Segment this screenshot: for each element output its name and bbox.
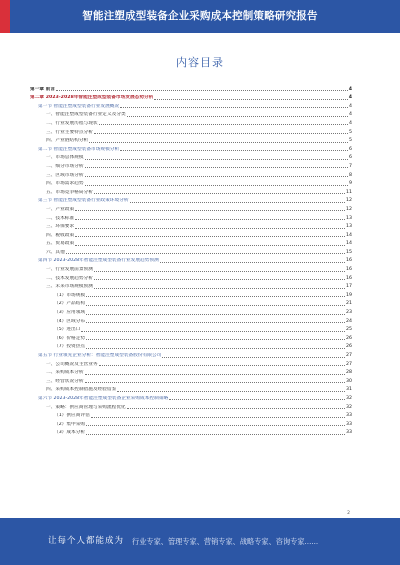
toc-entry[interactable] (30, 239, 352, 248)
toc-entry-page: 13 (346, 215, 352, 221)
toc-entry-page: 7 (349, 163, 352, 169)
toc-entry[interactable] (30, 342, 352, 351)
toc-leader-dots (86, 295, 345, 297)
toc-entry[interactable] (30, 118, 352, 127)
toc-entry-title: 四、产业链结构分析 (46, 138, 89, 144)
report-header (0, 0, 400, 33)
toc-entry-title: 第三节 智能注塑成型装备行业政策环境分析 (38, 198, 129, 204)
toc-entry-page: 17 (346, 284, 352, 290)
report-title: 智能注塑成型装备企业采购成本控制策略研究报告 (82, 10, 318, 22)
toc-entry-title: （3）成本分析 (54, 430, 86, 436)
toc-leader-dots (75, 218, 345, 220)
toc-leader-dots (169, 398, 345, 400)
toc-entry-title: 二、技术标准 (46, 215, 75, 221)
toc-leader-dots (85, 166, 349, 168)
toc-entry-title: 五、贸易政策 (46, 241, 75, 247)
toc-leader-dots (130, 201, 345, 203)
toc-entry-title: 第四节 2023-2028年智能注塑成型装备行业发展趋势预测 (38, 258, 159, 264)
toc-leader-dots (85, 373, 346, 375)
toc-leader-dots (81, 330, 345, 332)
toc-entry-title: 一、行业发展前景预测 (46, 267, 93, 273)
toc-leader-dots (86, 304, 345, 306)
toc-entry-title: 一、智能注塑成型装备行业定义及分类 (46, 112, 126, 118)
toc-entry[interactable] (30, 222, 352, 231)
toc-entry-page: 13 (346, 224, 352, 230)
toc-entry[interactable] (30, 333, 352, 342)
toc-entry[interactable] (30, 273, 352, 282)
toc-leader-dots (162, 356, 345, 358)
toc-entry[interactable] (30, 402, 352, 411)
toc-entry[interactable] (30, 325, 352, 334)
toc-entry-page: 14 (346, 232, 352, 238)
toc-entry[interactable] (30, 411, 352, 420)
toc-entry[interactable] (30, 316, 352, 325)
toc-leader-dots (99, 364, 345, 366)
toc-entry[interactable] (30, 428, 352, 437)
toc-entry-title: （5）进出口 (54, 327, 81, 333)
toc-entry[interactable] (30, 376, 352, 385)
toc-entry-title: 第五节 行业领先企业分析：智能注塑成型装备股份有限公司 (38, 353, 162, 358)
toc-entry-page: 12 (346, 206, 352, 212)
toc-entry-page: 33 (346, 421, 352, 427)
toc-leader-dots (86, 338, 345, 340)
toc-entry-title: （4）区域分布 (54, 318, 86, 324)
toc-entry-page: 27 (346, 353, 352, 358)
toc-entry-title: 一、市场总体规模 (46, 155, 84, 161)
toc-entry-title: 一、产业政策 (46, 206, 75, 212)
toc-entry-title: 四、市场需求趋势 (46, 181, 84, 187)
toc-leader-dots (56, 89, 348, 91)
toc-leader-dots (85, 381, 346, 383)
toc-entry-page: 26 (346, 344, 352, 350)
toc-entry[interactable] (30, 282, 352, 291)
toc-heading: 内容目录 (176, 56, 224, 69)
toc-leader-dots (86, 347, 345, 349)
toc-entry-title: 三、行业主要特点分析 (46, 129, 93, 135)
toc-entry-title: （7）投资热点 (54, 344, 86, 350)
toc-entry-page: 26 (346, 335, 352, 341)
toc-entry[interactable] (30, 127, 352, 136)
toc-entry-page: 12 (346, 198, 352, 204)
toc-leader-dots (85, 184, 349, 186)
toc-entry-title: 第一节 智能注塑成型装备行业发展概况 (38, 103, 120, 109)
toc-entry-title: 二、采购成本分析 (46, 370, 84, 376)
toc-entry-page: 23 (346, 310, 352, 316)
toc-leader-dots (86, 433, 345, 435)
toc-leader-dots (127, 407, 345, 409)
toc-leader-dots (94, 192, 345, 194)
toc-leader-dots (154, 98, 347, 100)
toc-entry-title: 一、公司概况及主营业务 (46, 361, 98, 367)
toc-leader-dots (66, 252, 345, 254)
toc-entry-page: 4 (349, 112, 352, 118)
toc-entry-title: 第六节 2023-2028年智能注塑成型装备企业采购成本控制策略 (38, 395, 169, 401)
toc-entry[interactable] (30, 136, 352, 145)
toc-entry[interactable] (30, 213, 352, 222)
toc-entry-page: 6 (349, 155, 352, 161)
toc-entry-title: 六、其他 (46, 249, 65, 255)
toc-entry-title: 三、区域市场分析 (46, 172, 84, 178)
toc-entry-title: （1）市场规模 (54, 292, 86, 298)
toc-leader-dots (99, 123, 348, 125)
toc-entry-page: 30 (346, 378, 352, 384)
toc-entry[interactable] (30, 256, 352, 265)
toc-entry-page: 4 (349, 120, 352, 126)
toc-leader-dots (120, 106, 348, 108)
toc-entry[interactable] (30, 196, 352, 205)
toc-entry-title: 第一章 前言 (30, 86, 56, 92)
toc-entry-page: 9 (349, 181, 352, 187)
toc-leader-dots (160, 261, 345, 263)
toc-entry[interactable] (30, 359, 352, 368)
toc-entry-title: 第二节 智能注塑成型装备市场规模分析 (38, 146, 120, 152)
toc-leader-dots (75, 227, 345, 229)
toc-leader-dots (127, 115, 348, 117)
toc-leader-dots (94, 287, 345, 289)
toc-entry-page: 5 (349, 138, 352, 144)
toc-entry-page: 24 (346, 318, 352, 324)
toc-entry-page: 4 (348, 95, 352, 101)
toc-entry[interactable] (30, 290, 352, 299)
toc-entry-page: 19 (346, 292, 352, 298)
toc-entry-title: 二、行业发展历程与现状 (46, 120, 98, 126)
toc-entry-page: 16 (346, 258, 352, 264)
toc-leader-dots (75, 209, 345, 211)
toc-entry-title: 三、未来市场规模预测 (46, 284, 93, 290)
toc-entry-title: 四、税收政策 (46, 232, 75, 238)
toc-leader-dots (75, 235, 345, 237)
toc-leader-dots (86, 321, 345, 323)
toc-entry-title: （2）产品结构 (54, 301, 86, 307)
toc-entry[interactable] (30, 187, 352, 196)
toc-entry[interactable] (30, 101, 352, 110)
toc-leader-dots (94, 132, 348, 134)
toc-entry-page: 5 (349, 129, 352, 135)
toc-entry-page: 28 (346, 370, 352, 376)
toc-leader-dots (85, 175, 349, 177)
toc-entry[interactable] (30, 393, 352, 402)
toc-leader-dots (94, 278, 345, 280)
toc-entry-page: 4 (349, 103, 352, 109)
toc-entry-title: 二、细分市场分析 (46, 163, 84, 169)
footer-banner (0, 518, 400, 565)
toc-entry[interactable] (30, 204, 352, 213)
toc-entry-page: 14 (346, 241, 352, 247)
toc-leader-dots (89, 141, 348, 143)
toc-entry-title: 三、经营状况分析 (46, 378, 84, 384)
footer-tagline: 行业专家、管理专家、营销专家、战略专家、咨询专家...... (132, 537, 319, 546)
toc-entry-page: 31 (346, 387, 352, 393)
toc-entry-page: 32 (346, 395, 352, 401)
toc-entry[interactable] (30, 84, 352, 93)
toc-entry[interactable] (30, 419, 352, 428)
toc-leader-dots (85, 158, 349, 160)
toc-entry-page: 11 (346, 189, 352, 195)
toc-entry-page: 27 (346, 361, 352, 367)
toc-entry-title: 第二章 2023-2028年智能注塑成型装备市场发展态势分析 (30, 95, 154, 101)
toc-entry-page: 21 (346, 301, 352, 307)
toc-entry-page: 33 (346, 413, 352, 419)
toc-entry[interactable] (30, 230, 352, 239)
toc-entry-page: 16 (346, 275, 352, 281)
table-of-contents (30, 84, 352, 436)
toc-entry-page: 4 (348, 86, 352, 92)
toc-entry[interactable] (30, 299, 352, 308)
toc-entry-page: 32 (346, 404, 352, 410)
toc-entry[interactable] (30, 350, 352, 359)
toc-entry[interactable] (30, 179, 352, 188)
toc-entry-title: 一、策略：供应商管理与采购流程优化 (46, 404, 126, 410)
toc-entry[interactable] (30, 110, 352, 119)
toc-entry[interactable] (30, 93, 352, 102)
toc-entry-title: 三、环保要求 (46, 224, 75, 230)
toc-entry[interactable] (30, 170, 352, 179)
toc-leader-dots (86, 313, 345, 315)
footer-slogan: 让每个人都能成为 (48, 536, 125, 546)
toc-entry-page: 6 (349, 146, 352, 152)
toc-entry-title: （6）价格走势 (54, 335, 86, 341)
toc-entry-page: 25 (346, 327, 352, 333)
toc-entry[interactable] (30, 307, 352, 316)
toc-entry-title: 四、采购成本控制措施及经验借鉴 (46, 387, 117, 393)
page-number: 2 (347, 511, 350, 516)
toc-entry-page: 15 (346, 249, 352, 255)
toc-entry-title: 五、市场竞争格局分析 (46, 189, 93, 195)
toc-entry[interactable] (30, 161, 352, 170)
toc-entry-title: （1）供应商评估 (54, 413, 90, 419)
toc-leader-dots (117, 390, 345, 392)
toc-entry[interactable] (30, 385, 352, 394)
toc-entry[interactable] (30, 153, 352, 162)
toc-entry-title: （3）应用领域 (54, 310, 86, 316)
toc-entry-page: 8 (349, 172, 352, 178)
toc-leader-dots (94, 270, 345, 272)
toc-leader-dots (75, 244, 345, 246)
toc-entry[interactable] (30, 144, 352, 153)
toc-leader-dots (91, 416, 345, 418)
toc-entry-title: （2）集中采购 (54, 421, 86, 427)
toc-entry[interactable] (30, 264, 352, 273)
toc-entry-page: 16 (346, 267, 352, 273)
toc-entry[interactable] (30, 247, 352, 256)
toc-leader-dots (120, 149, 348, 151)
toc-entry-page: 33 (346, 430, 352, 436)
toc-entry-title: 二、技术发展趋势分析 (46, 275, 93, 281)
toc-leader-dots (86, 424, 345, 426)
toc-entry[interactable] (30, 368, 352, 377)
